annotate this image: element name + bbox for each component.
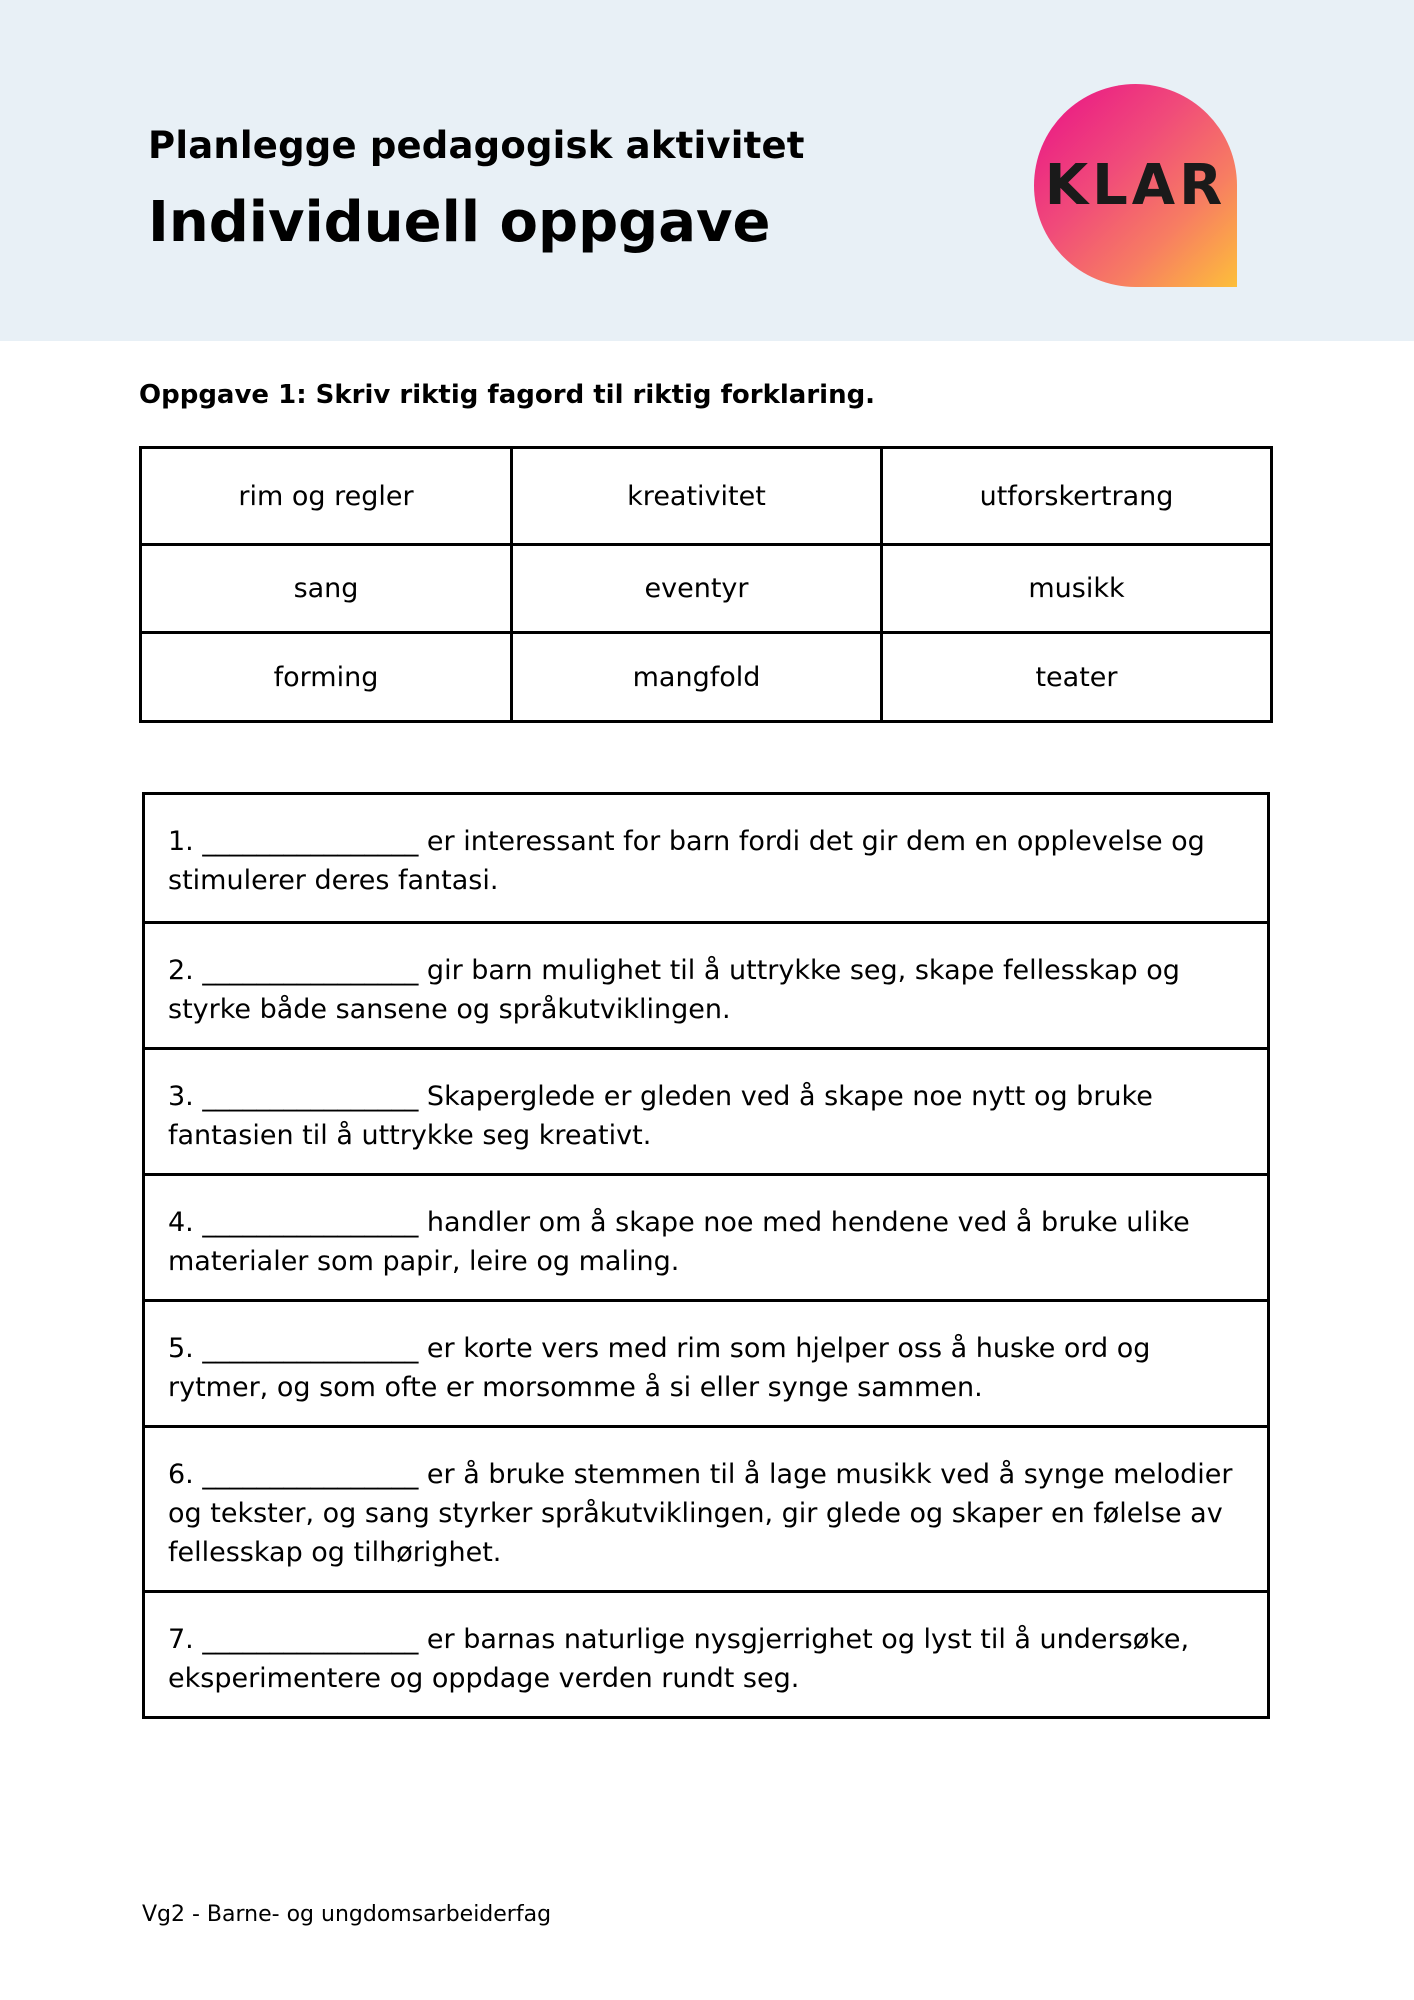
word-cell: teater: [882, 633, 1272, 722]
klar-logo: [1034, 84, 1237, 287]
page-subtitle: Planlegge pedagogisk aktivitet: [148, 124, 805, 167]
question-row: 3. ________________ Skaperglede er gleden ved å skape noe nytt og bruke fantasien til å uttrykke seg kreativt.: [145, 1047, 1267, 1173]
question-row: 2. ________________ gir barn mulighet til å uttrykke seg, skape fellesskap og styrke både sansene og språkutviklingen.: [145, 921, 1267, 1047]
word-cell: forming: [141, 633, 512, 722]
word-cell: sang: [141, 545, 512, 633]
word-cell: utforskertrang: [882, 448, 1272, 545]
question-table: [142, 792, 1270, 1719]
word-cell: musikk: [882, 545, 1272, 633]
footer-text: Vg2 - Barne- og ungdomsarbeiderfag: [142, 1902, 552, 1927]
logo-text: KLAR: [1044, 153, 1227, 218]
page-title: Individuell oppgave: [148, 190, 771, 255]
question-row: 4. ________________ handler om å skape noe med hendene ved å bruke ulike materialer som papir, leire og maling.: [145, 1173, 1267, 1299]
question-row: 7. ________________ er barnas naturlige nysgjerrighet og lyst til å undersøke, eksperimentere og oppdage verden rundt seg.: [145, 1590, 1267, 1716]
word-cell: mangfold: [512, 633, 882, 722]
word-bank-row: [141, 545, 1272, 633]
question-row: 5. ________________ er korte vers med rim som hjelper oss å huske ord og rytmer, og som ofte er morsomme å si eller synge sammen.: [145, 1299, 1267, 1425]
word-bank-row: [141, 633, 1272, 722]
question-row: 6. ________________ er å bruke stemmen til å lage musikk ved å synge melodier og tekster, og sang styrker språkutviklingen, gir glede og skaper en følelse av fellesskap og tilhørighet.: [145, 1425, 1267, 1590]
word-bank-row: [141, 448, 1272, 545]
word-bank-table: [139, 446, 1273, 723]
word-cell: kreativitet: [512, 448, 882, 545]
question-row: 1. ________________ er interessant for barn fordi det gir dem en opplevelse og stimulerer deres fantasi.: [168, 826, 1205, 896]
word-cell: rim og regler: [141, 448, 512, 545]
word-cell: eventyr: [512, 545, 882, 633]
task-heading: Oppgave 1: Skriv riktig fagord til riktig forklaring.: [139, 380, 876, 410]
